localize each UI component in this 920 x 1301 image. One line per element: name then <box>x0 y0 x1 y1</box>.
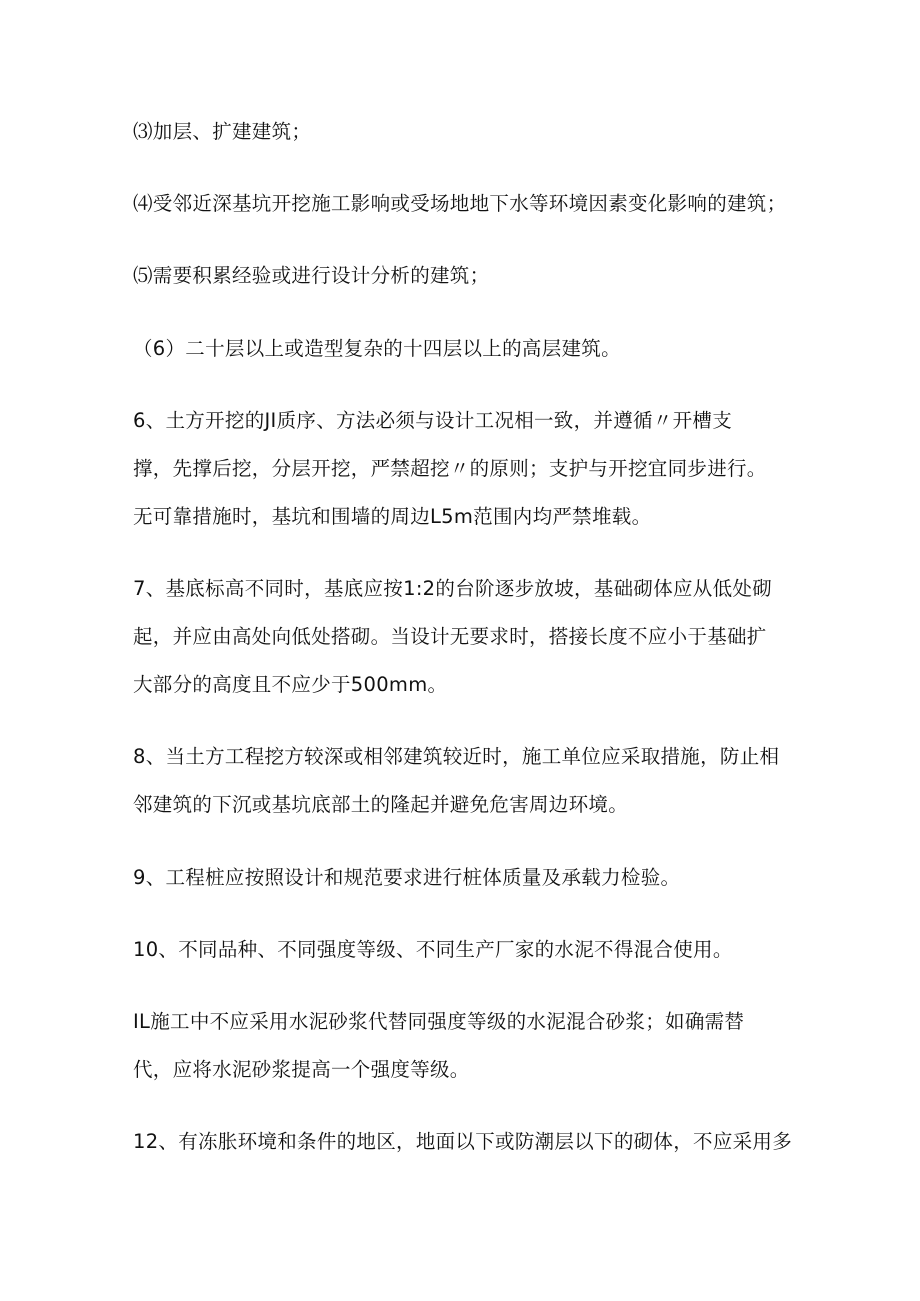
text-line-14: 10、不同品种、不同强度等级、不同生产厂家的水泥不得混合使用。 <box>133 938 733 961</box>
text-line-12: 邻建筑的下沉或基坑底部土的隆起并避免危害周边环境。 <box>133 793 629 816</box>
text-line-10: 大部分的高度且不应少于500mm。 <box>133 673 448 696</box>
text-line-8: 7、基底标高不同时，基底应按1:2的台阶逐步放坡，基础砌体应从低处砌 <box>133 577 772 600</box>
text-line-15: IL施工中不应采用水泥砂浆代替同强度等级的水泥混合砂浆；如确需替 <box>133 1010 745 1033</box>
text-line-2: ⑷受邻近深基坑开挖施工影响或受场地地下水等环境因素变化影响的建筑； <box>133 192 787 215</box>
text-line-13: 9、工程桩应按照设计和规范要求进行桩体质量及承载力检验。 <box>133 866 681 889</box>
text-line-4: （6）二十层以上或造型复杂的十四层以上的高层建筑。 <box>133 337 621 360</box>
text-line-9: 起，并应由高处向低处搭砌。当设计无要求时，搭接长度不应小于基础扩 <box>133 625 767 648</box>
text-line-11: 8、当土方工程挖方较深或相邻建筑较近时，施工单位应采取措施，防止相 <box>133 745 780 768</box>
text-line-1: ⑶加层、扩建建筑； <box>133 120 312 143</box>
text-line-3: ⑸需要积累经验或进行设计分析的建筑； <box>133 264 490 287</box>
text-line-17: 12、有冻胀环境和条件的地区，地面以下或防潮层以下的砌体，不应采用多 <box>133 1130 793 1153</box>
text-line-16: 代，应将水泥砂浆提高一个强度等级。 <box>133 1058 470 1081</box>
text-line-6: 撑，先撑后挖，分层开挖，严禁超挖〃的原则；支护与开挖宜同步进行。 <box>133 457 767 480</box>
text-line-5: 6、土方开挖的JI质序、方法必须与设计工况相一致，并遵循〃开槽支 <box>133 409 733 432</box>
text-line-7: 无可靠措施时，基坑和围墙的周边L5m范围内均严禁堆载。 <box>133 505 652 528</box>
